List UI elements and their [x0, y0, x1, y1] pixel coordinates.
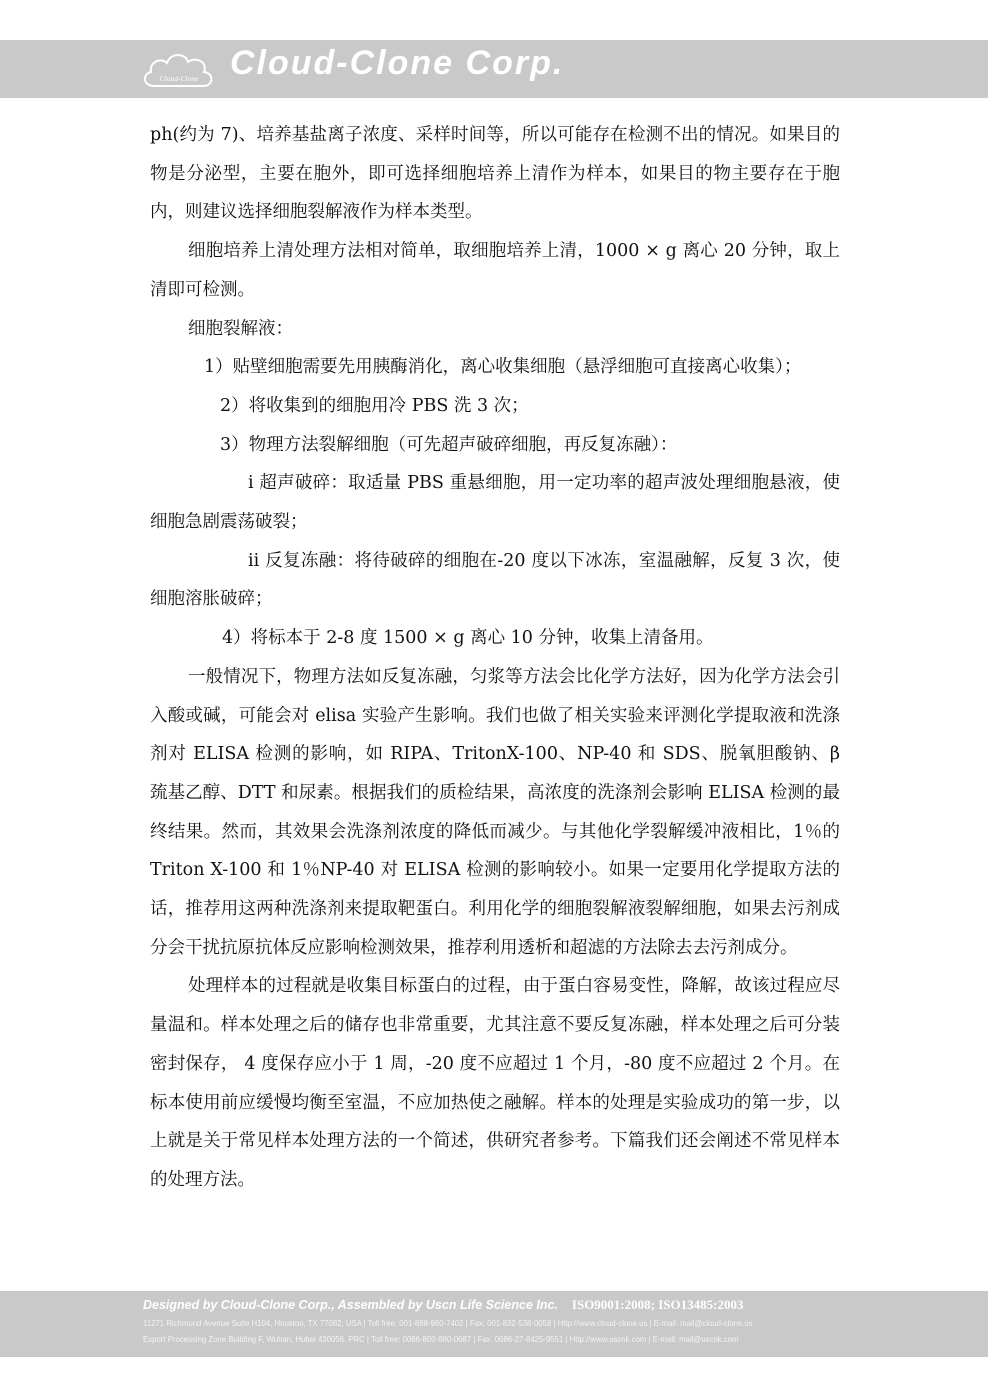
paragraph: 处理样本的过程就是收集目标蛋白的过程，由于蛋白容易变性，降解，故该过程应尽量温和。样本处理之后的储存也非常重要，尤其注意不要反复冻融，样本处理之后可分装密封保存， 4 度保存应小于 1 周，-20 度不应超过 1 个月，-80 度不应超过 2 个月。在标本使用前应缓慢均衡至室温，不应加热使之融解。样本的处理是实验成功的第一步，以上就是关于常见样本处理方法的一个简述，供研究者参考。下篇我们还会阐述不常见样本的处理方法。	[150, 976, 840, 1190]
footer-address-us: 11271 Richmond Avenue Suite H104, Houston, TX 77082, USA | Toll free: 001-888-960-7402 | Fax: 001-832-538-0058 | Http://www.cloud-clone.us | E-mail: mail@cloud-clone.us	[143, 1319, 753, 1328]
cloud-logo-icon	[140, 48, 218, 92]
list-item: i 超声破碎：取适量 PBS 重悬细胞，用一定功率的超声波处理细胞悬液，使细胞急剧震荡破裂；	[150, 473, 840, 533]
company-name: Cloud-Clone Corp.	[230, 44, 565, 82]
paragraph: 细胞培养上清处理方法相对简单，取细胞培养上清，1000 × g 离心 20 分钟，取上清即可检测。	[150, 241, 840, 300]
footer-credits	[143, 1297, 743, 1313]
page-footer	[0, 1291, 988, 1357]
list-item: ii 反复冻融：将待破碎的细胞在-20 度以下冰冻，室温融解，反复 3 次，使细胞溶胀破碎；	[150, 550, 840, 610]
footer-iso: ISO9001:2008; ISO13485:2003	[571, 1297, 744, 1312]
list-item: 2）将收集到的细胞用冷 PBS 洗 3 次；	[220, 395, 529, 416]
list-item: 1）贴壁细胞需要先用胰酶消化，离心收集细胞（悬浮细胞可直接离心收集）；	[204, 357, 802, 378]
paragraph: 细胞裂解液：	[188, 318, 293, 339]
footer-address-cn: Export Processing Zone Building F, Wuhan, Hubei 430056, PRC | Toll free: 0086-800-880-0687 | Fax: 0086-27-8425-9551 | Http://www.uscnk.com | E-mail: mail@uscnk.com	[143, 1335, 739, 1344]
logo-caption: Cloud-Clone	[159, 74, 199, 83]
document-body	[150, 116, 840, 1200]
list-item: 4）将标本于 2-8 度 1500 × g 离心 10 分钟，收集上清备用。	[222, 628, 714, 649]
list-item: 3）物理方法裂解细胞（可先超声破碎细胞，再反复冻融）：	[220, 434, 678, 455]
paragraph: ph(约为 7)、培养基盐离子浓度、采样时间等，所以可能存在检测不出的情况。如果目的物是分泌型，主要在胞外，即可选择细胞培养上清作为样本，如果目的物主要存在于胞内，则建议选择细胞裂解液作为样本类型。	[150, 125, 840, 223]
paragraph: 一般情况下，物理方法如反复冻融，匀浆等方法会比化学方法好，因为化学方法会引入酸或碱，可能会对 elisa 实验产生影响。我们也做了相关实验来评测化学提取液和洗涤剂对 ELISA 检测的影响，如 RIPA、TritonX-100、NP-40 和 SDS、脱氧胆酸钠、β 巯基乙醇、DTT 和尿素。根据我们的质检结果，高浓度的洗涤剂会影响 ELISA 检测的最终结果。然而，其效果会洗涤剂浓度的降低而减少。与其他化学裂解缓冲液相比，1％的 Triton X-100 和 1％NP-40 对 ELISA 检测的影响较小。如果一定要用化学提取方法的话，推荐用这两种洗涤剂来提取靶蛋白。利用化学的细胞裂解液裂解细胞，如果去污剂成分会干扰抗原抗体反应影响检测效果，推荐利用透析和超滤的方法除去去污剂成分。	[150, 666, 840, 958]
page-header	[0, 40, 988, 98]
footer-designed-by: Designed by Cloud-Clone Corp., Assembled by Uscn Life Science Inc.	[143, 1298, 558, 1312]
